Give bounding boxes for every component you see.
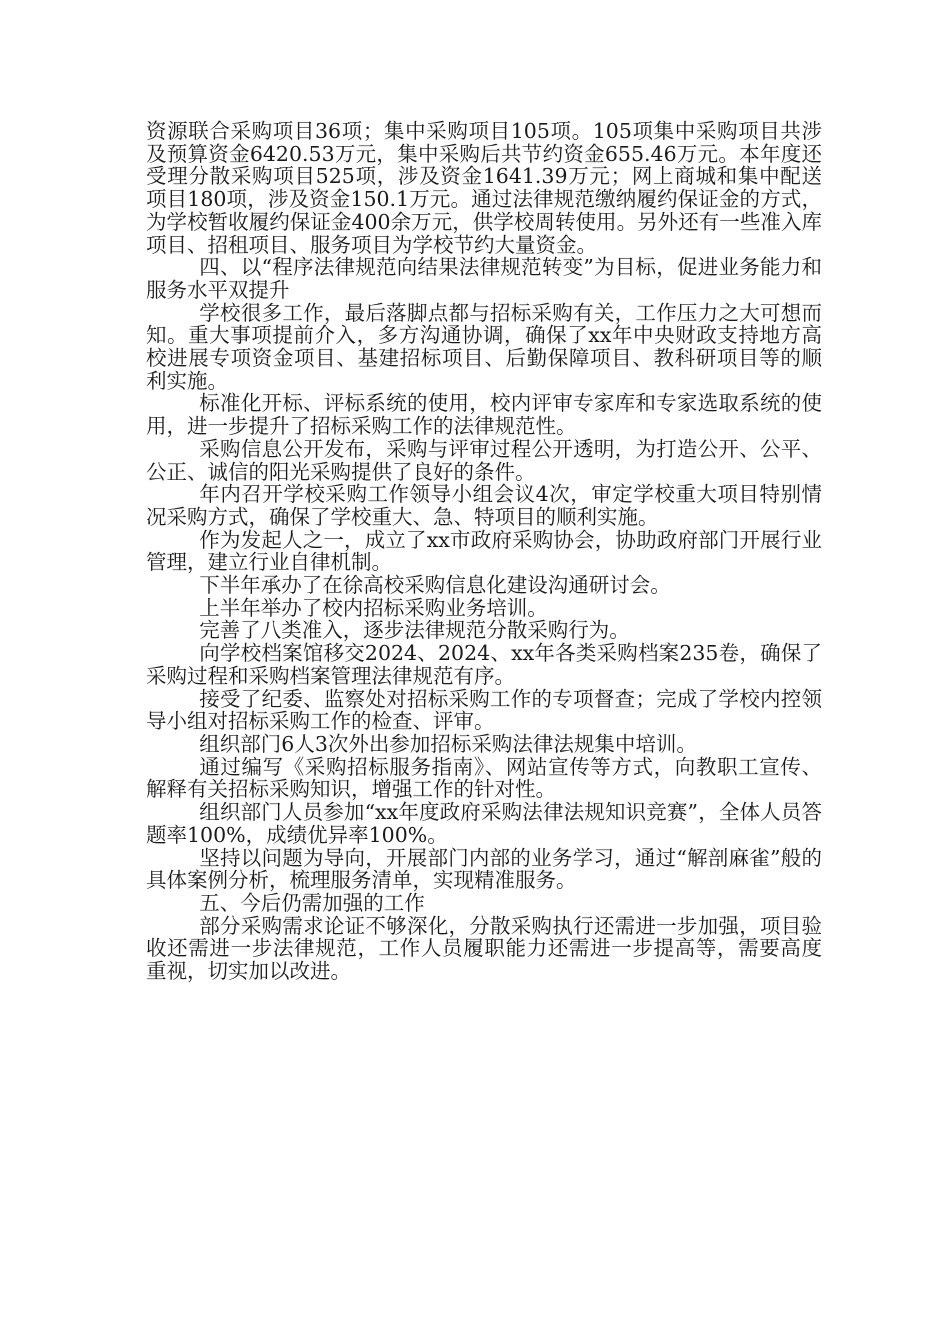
paragraph-procurement-association: 作为发起人之一，成立了xx市政府采购协会，协助政府部门开展行业管理，建立行业自律机制。 (146, 527, 822, 575)
paragraph-knowledge-contest: 组织部门人员参加“xx年度政府采购法律法规知识竞赛”，全体人员答题率100%，成绩优异率100%。 (146, 800, 822, 847)
document-body (146, 120, 822, 983)
paragraph-archives: 向学校档案馆移交2024、2024、xx年各类采购档案235卷，确保了采购过程和采购档案管理法律规范有序。 (146, 641, 822, 688)
paragraph-problem-oriented: 坚持以问题为导向，开展部门内部的业务学习，通过“解剖麻雀”般的具体案例分析，梳理服务清单，实现精准服务。 (146, 845, 822, 893)
paragraph-improvements: 部分采购需求论证不够深化，分散采购执行还需进一步加强，项目验收还需进一步法律规范，工作人员履职能力还需进一步提高等，需要高度重视，切实加以改进。 (146, 913, 822, 984)
paragraph-external-training: 组织部门6人3次外出参加招标采购法律法规集中培训。 (199, 731, 697, 756)
paragraph-training: 上半年举办了校内招标采购业务培训。 (199, 595, 548, 620)
paragraph-early-intervention: 学校很多工作，最后落脚点都与招标采购有关，工作压力之大可想而知。重大事项提前介入，多方沟通协调，确保了xx年中央财政支持地方高校进展专项资金项目、基建招标项目、后勤保障项目、教科研项目等的顺利实施。 (146, 300, 822, 393)
paragraph-seminar: 下半年承办了在徐高校采购信息化建设沟通研讨会。 (199, 573, 671, 598)
paragraph-procurement-summary: 资源联合采购项目36项；集中采购项目105项。105项集中采购项目共涉及预算资金6420.53万元，集中采购后共节约资金655.46万元。本年度还受理分散采购项目525项，涉及资金1641.39万元；网上商城和集中配送项目180项，涉及资金150.1万元。通过法律规范缴纳履约保证金的方式，为学校暂收履约保证金400余万元，供学校周转使用。另外还有一些准入库项目、招租项目、服务项目为学校节约大量资金。 (146, 119, 822, 257)
paragraph-leadership-meetings: 年内召开学校采购工作领导小组会议4次，审定学校重大项目特别情况采购方式，确保了学校重大、急、特项目的顺利实施。 (146, 482, 822, 529)
paragraph-supervision: 接受了纪委、监察处对招标采购工作的专项督查；完成了学校内控领导小组对招标采购工作的检查、评审。 (146, 686, 822, 734)
paragraph-information-disclosure: 采购信息公开发布，采购与评审过程公开透明，为打造公开、公平、公正、诚信的阳光采购提供了良好的条件。 (146, 436, 822, 484)
paragraph-standardized-systems: 标准化开标、评标系统的使用，校内评审专家库和专家选取系统的使用，进一步提升了招标采购工作的法律规范性。 (146, 391, 822, 439)
section-heading-four: 四、以“程序法律规范向结果法律规范转变”为目标，促进业务能力和服务水平双提升 (146, 255, 822, 302)
section-heading-five: 五、今后仍需加强的工作 (199, 890, 425, 915)
paragraph-service-guide: 通过编写《采购招标服务指南》、网站宣传等方式，向教职工宣传、解释有关招标采购知识，增强工作的针对性。 (146, 754, 822, 802)
paragraph-access-categories: 完善了八类准入，逐步法律规范分散采购行为。 (199, 618, 630, 643)
